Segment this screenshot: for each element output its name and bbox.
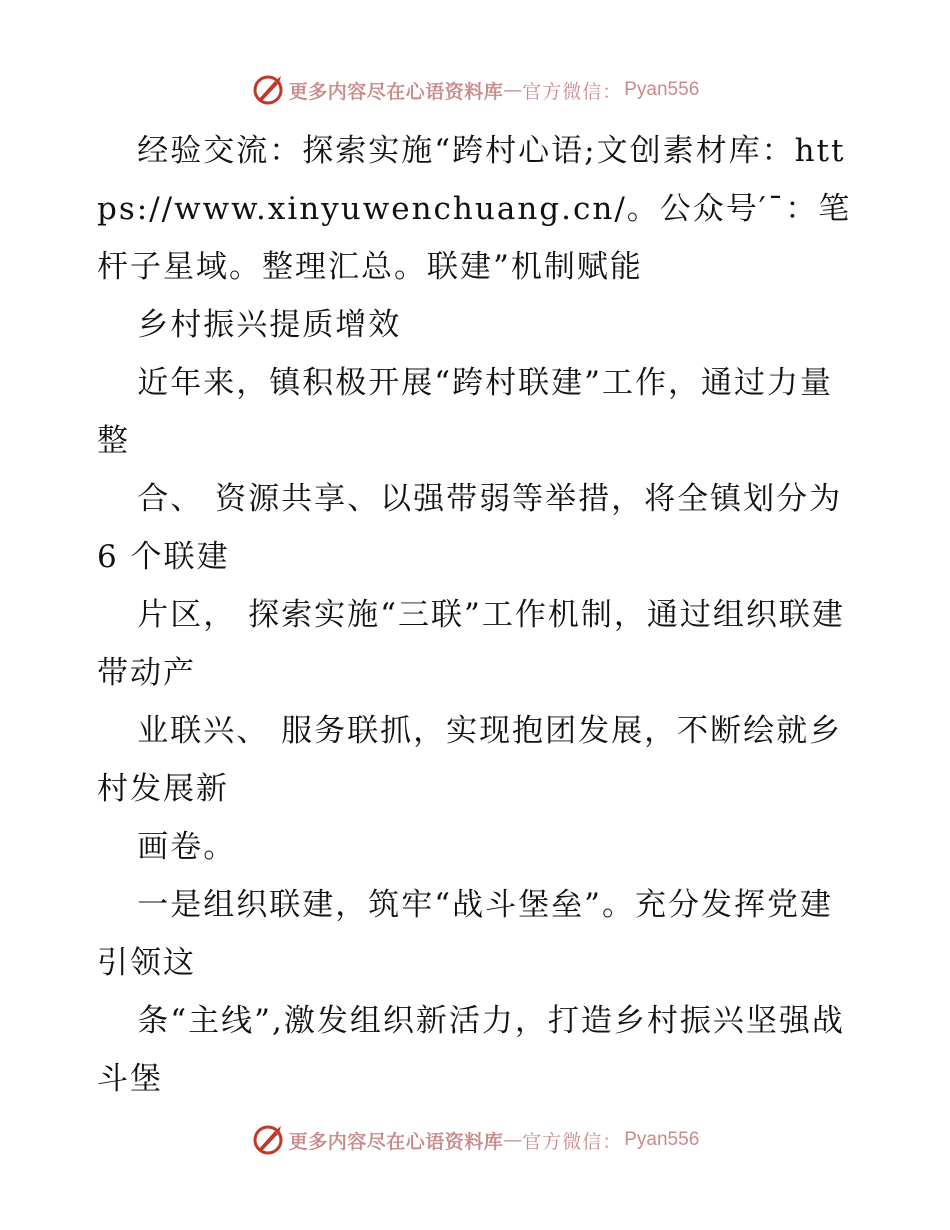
banner-separator: — <box>503 79 523 101</box>
banner-separator: — <box>503 1129 523 1151</box>
paragraph-2: 乡村振兴提质增效 <box>137 307 402 343</box>
paragraph-7: 画卷。 <box>137 829 237 865</box>
paragraph-3: 近年来，镇积极开展“跨村联建”工作，通过力量整 <box>97 365 833 459</box>
banner-main-text: 更多内容尽在心语资料库 <box>288 1130 504 1153</box>
paragraph-1: 经验交流：探索实施“跨村心语;文创素材库：https://www.xinyuwenchuang.cn/。公众号′¯：笔杆子星域。整理汇总。联建”机制赋能 <box>97 133 852 285</box>
header-watermark-banner <box>0 70 950 110</box>
banner-wechat-label: 官方微信： <box>522 80 623 103</box>
banner-wechat-handle: Pyan556 <box>624 1129 700 1150</box>
document-body <box>97 122 857 1108</box>
banner-wechat-label: 官方微信： <box>522 1130 623 1153</box>
paragraph-8: 一是组织联建，筑牢“战斗堡垒”。充分发挥党建引领这 <box>97 887 833 981</box>
paragraph-6: 业联兴、 服务联抓，实现抱团发展，不断绘就乡村发展新 <box>97 713 843 807</box>
quill-logo-icon <box>251 1123 285 1157</box>
paragraph-4: 合、 资源共享、以强带弱等举措，将全镇划分为 6 个联建 <box>97 481 843 575</box>
paragraph-9: 条“主线”,激发组织新活力，打造乡村振兴坚强战斗堡 <box>97 1003 845 1097</box>
paragraph-5: 片区， 探索实施“三联”工作机制，通过组织联建带动产 <box>97 597 845 691</box>
banner-wechat-handle: Pyan556 <box>624 79 700 100</box>
banner-main-text: 更多内容尽在心语资料库 <box>288 80 504 103</box>
quill-logo-icon <box>251 73 285 107</box>
footer-watermark-banner <box>0 1120 950 1160</box>
